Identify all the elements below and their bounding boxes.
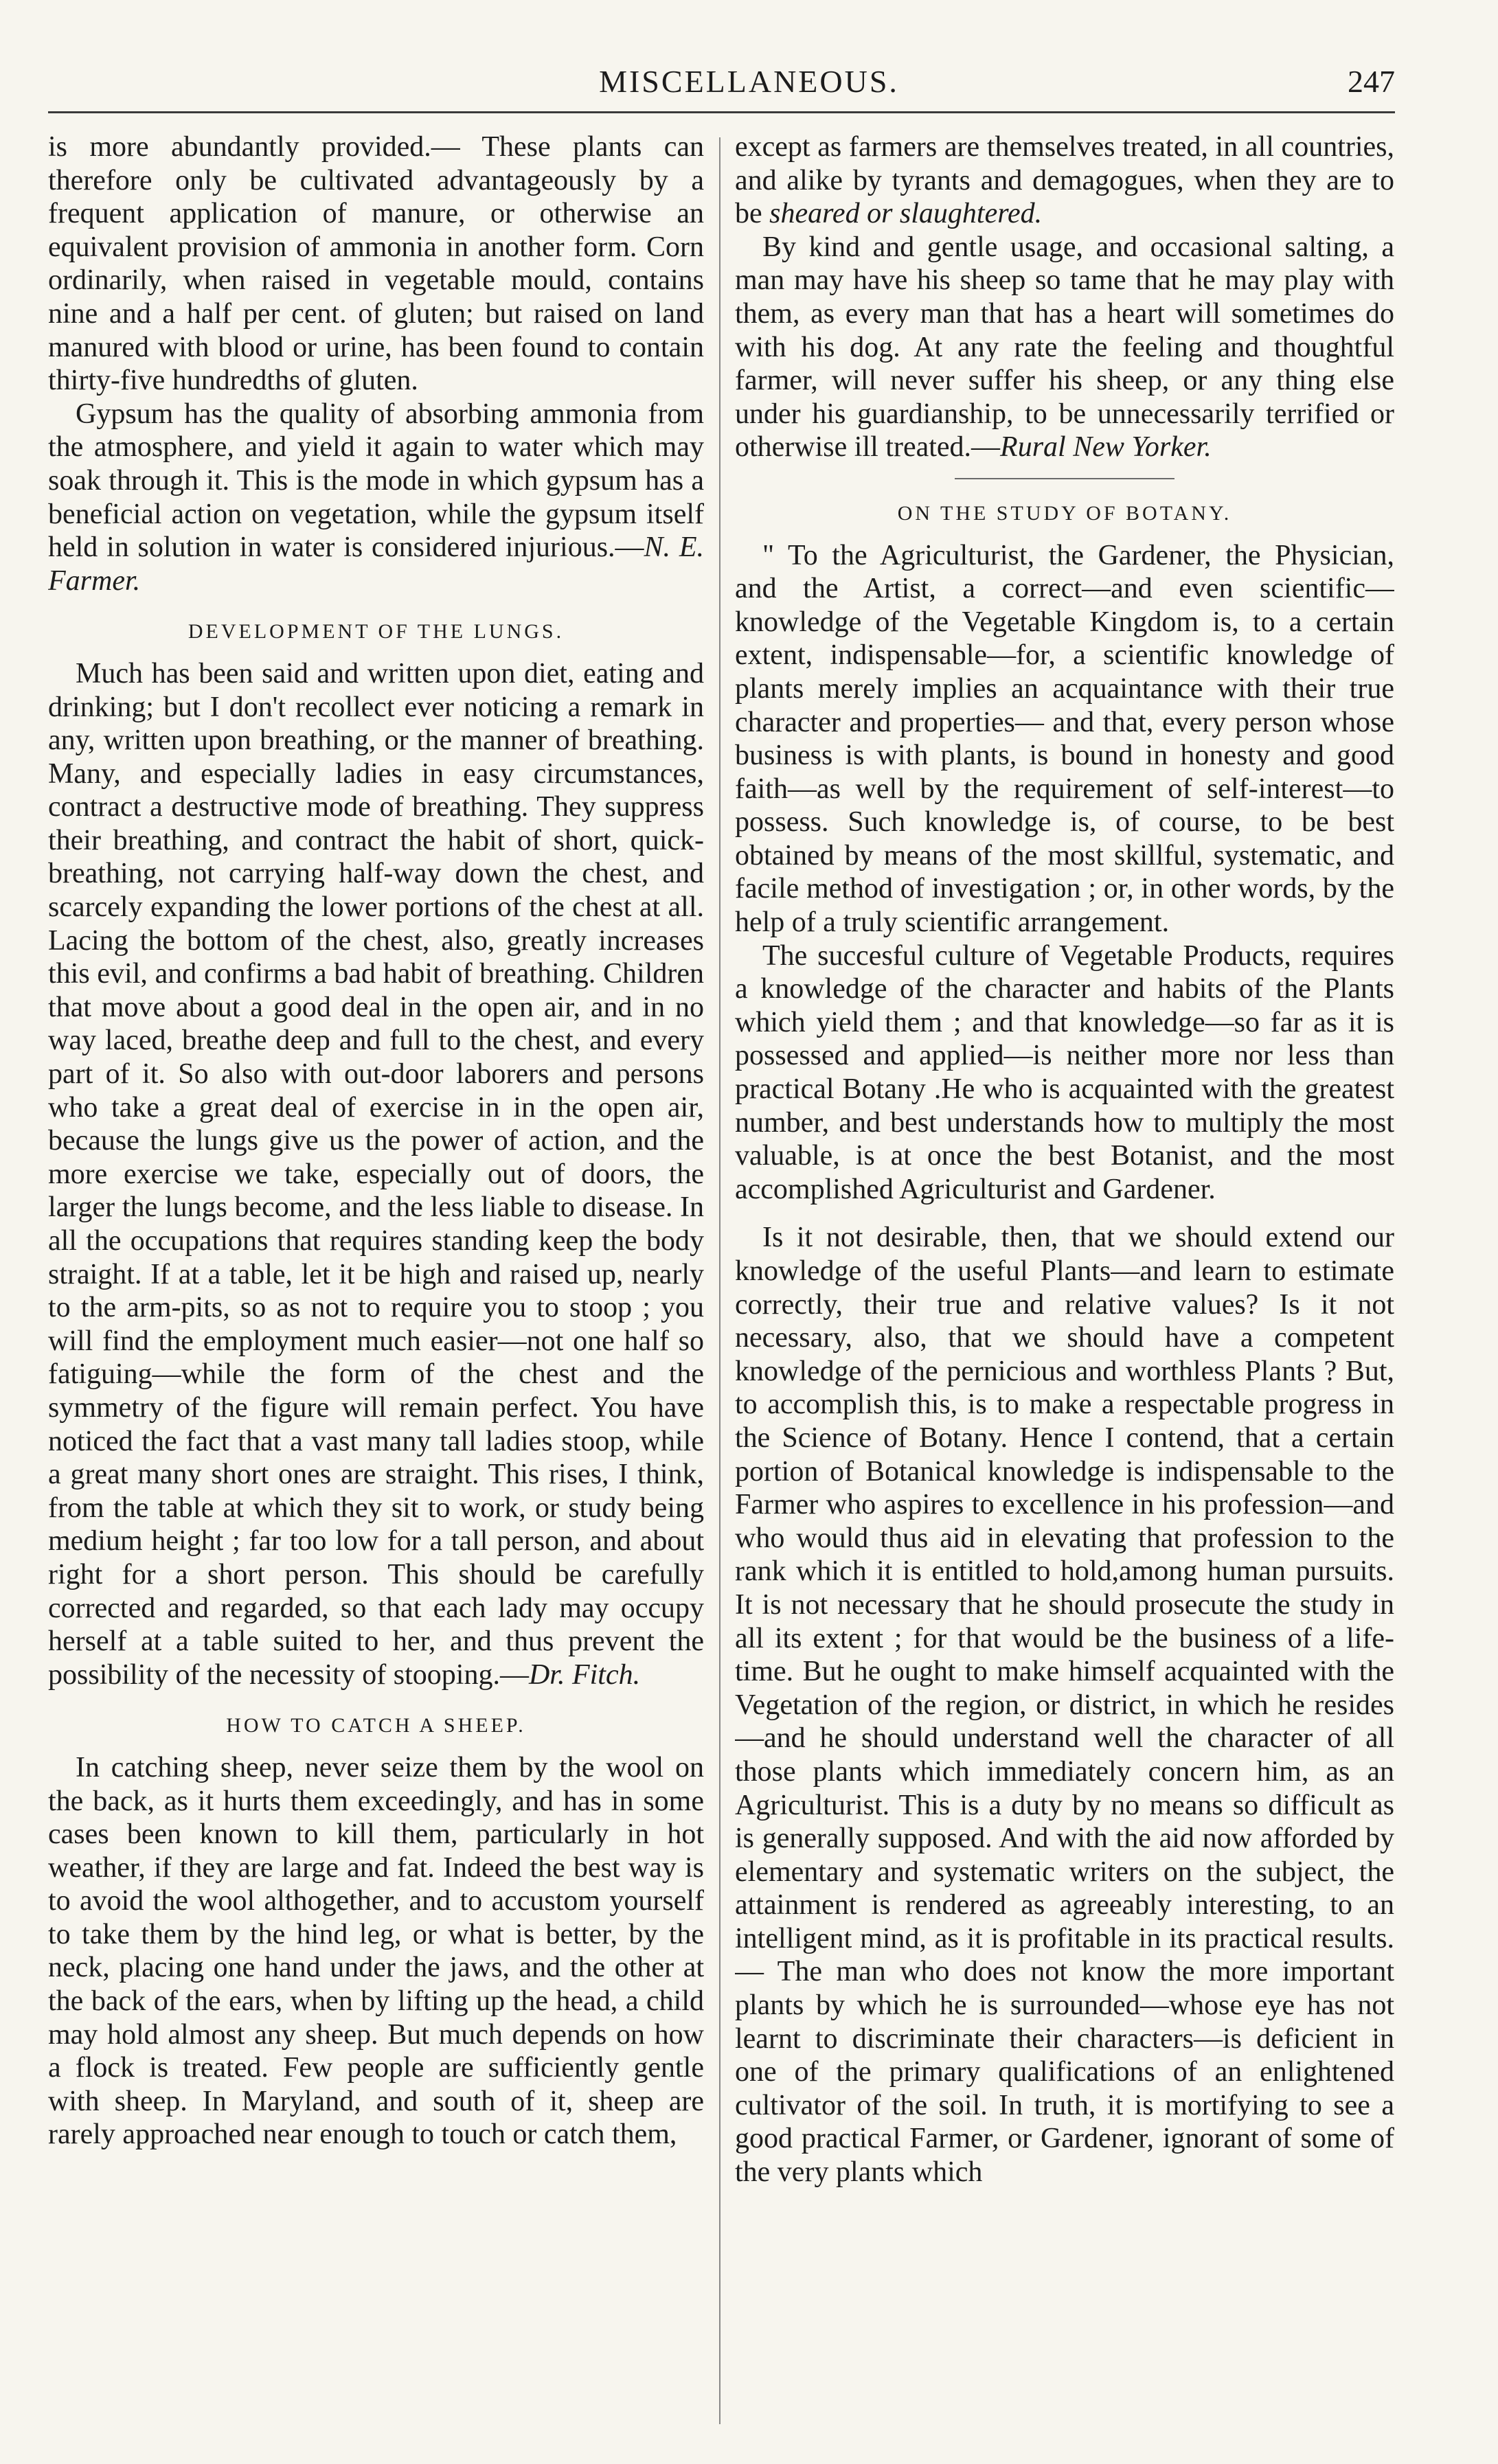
section-heading: ON THE STUDY OF BOTANY. <box>897 501 1232 525</box>
page-number: 247 <box>1348 64 1395 99</box>
paragraph-text: By kind and gentle usage, and occasional salting, a man may have his sheep so tame that he may play with them, as every man that has a heart will sometimes do with his dog. At any rate the feeling and thoughtful farmer, will never suffer his sheep, or any thing else under his guardianship, to be unnecessarily terrified or otherwise ill treated.— <box>735 231 1394 464</box>
right-column <box>735 130 1394 2424</box>
paragraph-text: Much has been said and written upon diet, eating and drinking; but I don't recollect ever noticing a remark in any, written upon breathing, or the manner of breathing. Many, and especially ladies in easy circumstances, contract a destructive mode of breathing. They suppress their breathing, and contract the habit of short, quick-breathing, not carrying half-way down the chest, and scarcely expanding the lower portions of the chest at all. Lacing the bottom of the chest, also, greatly increases this evil, and confirms a bad habit of breathing. Children that move about a good deal in the open air, and in no way laced, breathe deep and full to the chest, and every part of it. So also with out-door laborers and persons who take a great deal of exercise in in the open air, because the lungs give us the power of action, and the more exercise we take, especially out of doors, the larger the lungs become, and the less liable to disease. In all the occupations that requires standing keep the body straight. If at a table, let it be high and raised up, nearly to the arm-pits, so as not to require you to stoop ; you will find the employment much easier—not one half so fatiguing—while the form of the chest and the symmetry of the figure will remain perfect. You have noticed the fact that a vast many tall ladies stoop, while a great many short ones are straight. This rises, I think, from the table at which they sit to work, or study being medium height ; far too low for a tall person, and about right for a short person. This should be carefully corrected and regarded, so that each lady may occupy herself at a table suited to her, and thus prevent the possibility of the necessity of stooping.— <box>48 657 704 1691</box>
paragraph-text: Gypsum has the quality of absorbing ammonia from the atmosphere, and yield it again to water which may soak through it. This is the mode in which gypsum has a beneficial action on vegetation, while the gypsum itself held in solution in water is considered injurious.— <box>48 398 704 564</box>
left-column <box>48 130 704 2424</box>
article-paragraph <box>48 398 704 598</box>
section-rule <box>955 478 1174 479</box>
attribution: N. E. Farmer. <box>48 532 704 597</box>
header-rule <box>48 111 1395 113</box>
section-heading: HOW TO CATCH A SHEEP. <box>226 1714 526 1737</box>
emphasis-text: sheared or slaughtered. <box>769 198 1043 230</box>
article-paragraph <box>735 130 1394 231</box>
article-paragraph: " To the Agriculturist, the Gardener, the Physician, and the Artist, a correct—and even scientific—knowledge of the Vegetable Kingdom is, to a certain extent, indispensable—for, a scientific knowledge of plants merely implies an acquaintance with their true character and properties— and that, every person whose business is with plants, is bound in honesty and good faith—as well by the requirement of self-interest—to possess. Such knowledge is, of course, to be best obtained by means of the most skillful, systematic, and facile method of investigation ; or, in other words, by the help of a truly scientific arrangement. <box>735 539 1394 939</box>
section-heading: DEVELOPMENT OF THE LUNGS. <box>188 620 565 643</box>
article-paragraph: is more abundantly provided.— These plants can therefore only be cultivated advantageously by a frequent application of manure, or otherwise an equivalent provision of ammonia in another form. Corn ordinarily, when raised in vegetable mould, contains nine and a half per cent. of gluten; but raised on land manured with blood or urine, has been found to contain thirty-five hundredths of gluten. <box>48 131 704 397</box>
article-paragraph: In catching sheep, never seize them by the wool on the back, as it hurts them exceedingly, and has in some cases been known to kill them, particularly in hot weather, if they are large and fat. Indeed the best way is to avoid the wool althogether, and to accustom yourself to take them by the hind leg, or what is better, by the neck, placing one hand under the jaws, and the other at the back of the ears, when by lifting up the head, a child may hold almost any sheep. But much depends on how a flock is treated. Few people are sufficiently gentle with sheep. In Maryland, and south of it, sheep are rarely approached near enough to touch or catch them, <box>48 1751 704 2151</box>
paragraph-text: except as farmers are themselves treated, in all countries, and alike by tyrants and demagogues, when they are to be <box>735 131 1394 230</box>
paragraph-gap <box>735 1206 1394 1221</box>
article-paragraph: The succesful culture of Vegetable Products, requires a knowledge of the character and habits of the Plants which yield them ; and that knowledge—so far as it is possessed and applied—is neither more nor less than practical Botany .He who is acquainted with the greatest number, and best understands how to multiply the most valuable, is at once the best Botanist, and the most accomplished Agriculturist and Gardener. <box>735 939 1394 1205</box>
attribution: Dr. Fitch. <box>528 1658 641 1691</box>
article-paragraph <box>48 657 704 1691</box>
running-title: MISCELLANEOUS. <box>599 64 899 99</box>
attribution: Rural New Yorker. <box>1000 431 1212 464</box>
article-paragraph: Is it not desirable, then, that we should extend our knowledge of the useful Plants—and learn to estimate correctly, their true and relative values? Is it not necessary, also, that we should have a competent knowledge of the pernicious and worthless Plants ? But, to accomplish this, is to make a respectable progress in the Science of Botany. Hence I contend, that a certain portion of Botanical knowledge is indispensable to the Farmer who aspires to excellence in his profession—and who would thus aid in elevating that profession to the rank which it is entitled to hold,among human pursuits. It is not necessary that he should prosecute the study in all its extent ; for that would be the business of a life-time. But he ought to make himself acquainted with the Vegetation of the region, or district, in which he resides—and he should understand well the character of all those plants which immediately concern him, as an Agriculturist. This is a duty by no means so difficult as is generally supposed. And with the aid now afforded by elementary and systematic writers on the subject, the attainment is rendered as agreeably interesting, to an intelligent mind, as it is profitable in its practical results.— The man who does not know the more important plants by which he is surrounded—whose eye has not learnt to discriminate their characters—is deficient in one of the primary qualifications of an enlightened cultivator of the soil. In truth, it is mortifying to see a good practical Farmer, or Gardener, ignorant of some of the very plants which <box>735 1222 1394 2189</box>
article-paragraph <box>735 231 1394 464</box>
column-divider <box>719 137 720 2424</box>
